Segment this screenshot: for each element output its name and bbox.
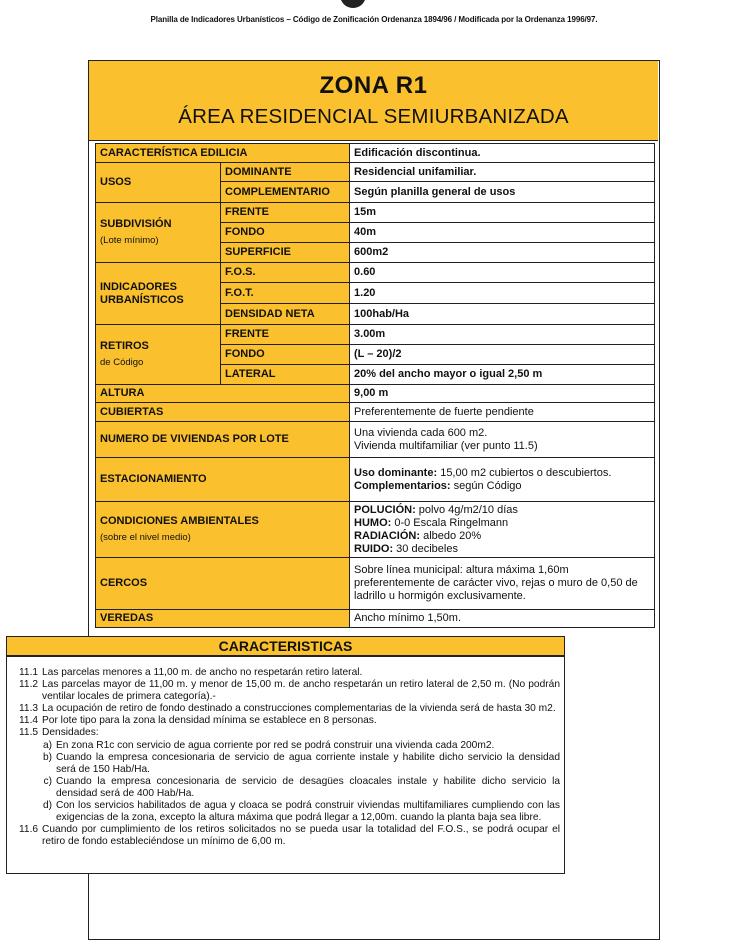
list-item — [15, 752, 560, 776]
value-key: Uso dominante: — [354, 466, 438, 479]
note-text: Las parcelas menores a 11,00 m. de ancho no respetarán retiro lateral. — [42, 667, 363, 678]
value-line: Vivienda multifamiliar (ver punto 11.5) — [354, 439, 538, 452]
note-letter: d) — [42, 800, 52, 812]
table-row — [96, 502, 655, 558]
row-value: Sobre línea municipal: altura máxima 1,60m preferentemente de carácter vivo, rejas o muro de 0,50 de ladrillo u hormigón exclusivamente. — [350, 558, 655, 610]
value-text: 15,00 m2 cubiertos o descubiertos. — [437, 466, 612, 479]
table-row — [96, 558, 655, 610]
row-label-text: URBANÍSTICOS — [100, 293, 184, 306]
list-item — [15, 800, 560, 824]
value-line: Una vivienda cada 600 m2. — [354, 426, 488, 439]
indicators-table — [95, 143, 655, 628]
note-number: 11.6 — [19, 824, 39, 836]
row-value: (L – 20)/2 — [350, 345, 655, 365]
row-label-text: SUBDIVISIÓN — [100, 218, 172, 230]
value-key: Complementarios: — [354, 479, 451, 492]
row-value — [350, 502, 655, 558]
note-text: Cuando la empresa concesionaria de servicio de agua corriente instale y habilite dicho servicio la densidad será de 150 Hab/Ha. — [56, 751, 560, 775]
list-item — [15, 715, 560, 727]
value-text: según Código — [450, 479, 522, 492]
row-label: ALTURA — [96, 385, 350, 403]
row-value: 100hab/Ha — [350, 304, 655, 325]
row-label: USOS — [96, 163, 221, 203]
row-label: VEREDAS — [96, 610, 350, 628]
value-text: 30 decibeles — [393, 542, 458, 555]
sub-label: SUPERFICIE — [221, 243, 350, 263]
note-text: Cuando la empresa concesionaria de servicio de desagües cloacales instale y habilite dicho servicio la densidad será de 400 Hab/Ha. — [56, 775, 560, 799]
value-text: 0-0 Escala Ringelmann — [391, 516, 509, 529]
row-note: (Lote mínimo) — [100, 235, 159, 246]
row-value: Residencial unifamiliar. — [350, 163, 655, 182]
list-item — [15, 776, 560, 800]
row-label: NUMERO DE VIVIENDAS POR LOTE — [96, 422, 350, 458]
row-label-text: INDICADORES — [100, 280, 178, 293]
note-number: 11.2 — [19, 679, 39, 691]
row-note: de Código — [100, 357, 144, 368]
row-value: Según planilla general de usos — [350, 182, 655, 203]
row-label-text: RETIROS — [100, 340, 149, 352]
table-row — [96, 144, 655, 163]
value-key: RUIDO: — [354, 542, 394, 555]
note-text: Cuando por cumplimiento de los retiros solicitados no se pueda usar la totalidad del F.O.S., se podrá ocupar el retiro de fondo estableciéndose un mínimo de 6,00 m. — [42, 824, 560, 848]
note-number: 11.3 — [19, 703, 39, 715]
table-row — [96, 263, 655, 283]
notes-box — [6, 656, 565, 874]
note-letter: a) — [42, 739, 52, 751]
row-label — [96, 325, 221, 385]
row-note: (sobre el nivel medio) — [100, 532, 191, 543]
row-value: 1.20 — [350, 283, 655, 304]
list-item — [15, 667, 560, 679]
row-label: CARACTERÍSTICA EDILICIA — [96, 144, 350, 163]
note-number: 11.4 — [19, 715, 39, 727]
row-value: Ancho mínimo 1,50m. — [350, 610, 655, 628]
note-text: La ocupación de retiro de fondo destinado a construcciones complementarias de la vivienda será de hasta 30 m2. — [42, 703, 556, 715]
sub-label: COMPLEMENTARIO — [221, 182, 350, 203]
note-letter: b) — [42, 751, 52, 763]
note-text: En zona R1c con servicio de agua corriente por red se podrá construir una vivienda cada 200m2. — [56, 739, 495, 751]
sub-label: FRENTE — [221, 203, 350, 223]
value-key: HUMO: — [354, 516, 392, 529]
sub-label: DOMINANTE — [221, 163, 350, 182]
row-value: 15m — [350, 203, 655, 223]
table-row — [96, 163, 655, 182]
section-title: CARACTERISTICAS — [6, 636, 565, 656]
sub-label: DENSIDAD NETA — [221, 304, 350, 325]
note-number: 11.1 — [19, 667, 39, 678]
list-item — [15, 679, 560, 703]
note-text: Con los servicios habilitados de agua y cloaca se podrá construir viviendas multifamiliares cumpliendo con las exigencias de la zona, excepto la altura máxima que podrá llegar a 12,00m. cuando la planta baja sea libre. — [56, 800, 560, 824]
sub-label: F.O.T. — [221, 283, 350, 304]
table-row — [96, 610, 655, 628]
zone-subtitle: ÁREA RESIDENCIAL SEMIURBANIZADA — [178, 105, 569, 128]
notes-list — [15, 667, 560, 848]
sub-label: FONDO — [221, 345, 350, 365]
note-text: Las parcelas mayor de 11,00 m. y menor de 15,00 m. de ancho respetarán un retiro lateral de 2,50 m. (No podrán ventilar locales de primera categoría).- — [42, 679, 560, 703]
row-value: 40m — [350, 223, 655, 243]
list-item — [15, 740, 560, 752]
sub-label: FONDO — [221, 223, 350, 243]
row-label — [96, 263, 221, 325]
zone-title: ZONA R1 — [319, 72, 428, 99]
note-letter: c) — [43, 775, 52, 787]
row-value — [350, 422, 655, 458]
row-label — [96, 502, 350, 558]
row-value: 9,00 m — [350, 385, 655, 403]
list-item — [15, 824, 560, 848]
note-number: 11.5 — [19, 727, 39, 739]
sub-label: LATERAL — [221, 365, 350, 385]
value-text: polvo 4g/m2/10 días — [415, 503, 518, 516]
sub-label: FRENTE — [221, 325, 350, 345]
list-item — [15, 703, 560, 715]
table-row — [96, 458, 655, 502]
list-item — [15, 727, 560, 739]
value-key: RADIACIÓN: — [354, 529, 421, 542]
row-value: 0.60 — [350, 263, 655, 283]
sub-label: F.O.S. — [221, 263, 350, 283]
page-header: Planilla de Indicadores Urbanísticos – Código de Zonificación Ordenanza 1894/96 / Modificada por la Ordenanza 1996/97. — [150, 15, 598, 24]
row-value — [350, 458, 655, 502]
logo-mark — [340, 0, 366, 8]
row-label-text: CONDICIONES AMBIENTALES — [100, 515, 259, 527]
row-value: Preferentemente de fuerte pendiente — [350, 403, 655, 422]
value-key: POLUCIÓN: — [354, 503, 416, 516]
row-value: 600m2 — [350, 243, 655, 263]
row-value: Edificación discontinua. — [350, 144, 655, 163]
row-label: ESTACIONAMIENTO — [96, 458, 350, 502]
note-text: Densidades: — [42, 727, 99, 739]
table-row — [96, 325, 655, 345]
value-text: albedo 20% — [420, 529, 482, 542]
table-row — [96, 385, 655, 403]
table-row — [96, 403, 655, 422]
title-block — [89, 61, 658, 141]
row-label: CUBIERTAS — [96, 403, 350, 422]
row-label — [96, 203, 221, 263]
table-row — [96, 203, 655, 223]
table-row — [96, 422, 655, 458]
row-value: 3.00m — [350, 325, 655, 345]
note-text: Por lote tipo para la zona la densidad mínima se establece en 8 personas. — [42, 715, 377, 727]
row-value: 20% del ancho mayor o igual 2,50 m — [350, 365, 655, 385]
row-label: CERCOS — [96, 558, 350, 610]
